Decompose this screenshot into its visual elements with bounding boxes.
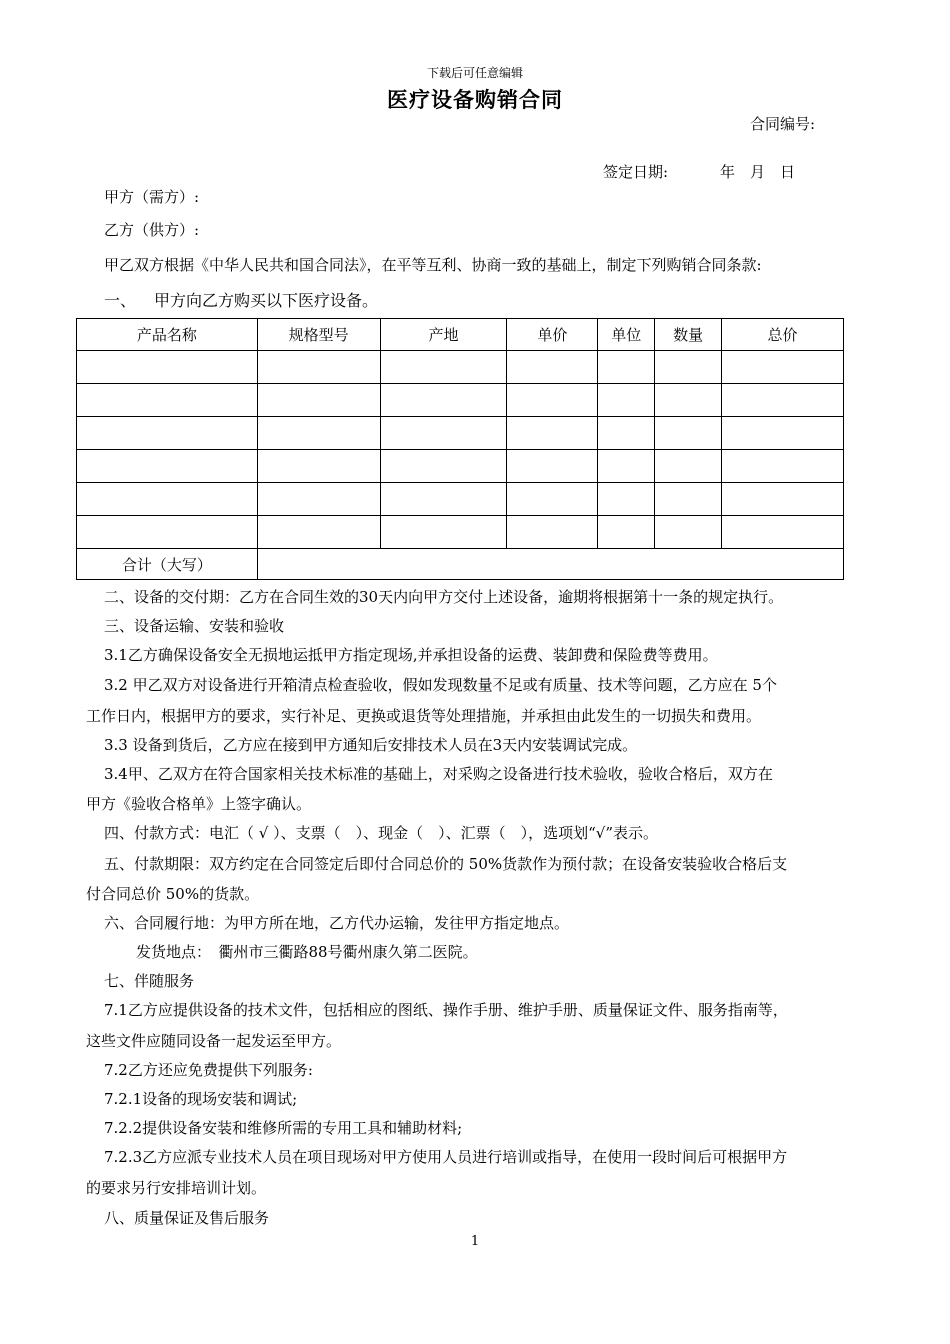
table-cell (257, 450, 380, 483)
table-header-cell: 单位 (598, 319, 655, 351)
table-header-cell: 单价 (507, 319, 598, 351)
table-cell (380, 483, 507, 516)
table-row (77, 351, 844, 384)
clause-7-heading: 七、伴随服务 (104, 972, 195, 990)
table-cell (77, 516, 258, 549)
table-cell (722, 516, 844, 549)
table-cell (598, 483, 655, 516)
page-number: 1 (470, 1234, 480, 1249)
table-cell (507, 417, 598, 450)
table-cell (257, 483, 380, 516)
sign-date-units: 年 月 日 (720, 163, 796, 181)
table-total-row (77, 549, 844, 580)
table-cell (598, 417, 655, 450)
equipment-table (76, 318, 844, 580)
table-cell (257, 351, 380, 384)
clause-7-2-3-line-2: 的要求另行安排培训计划。 (86, 1179, 267, 1197)
table-cell (722, 384, 844, 417)
table-cell (507, 483, 598, 516)
party-b-label: 乙方（供方）: (104, 221, 200, 239)
clause-7-2-2: 7.2.2提供设备安装和维修所需的专用工具和辅助材料; (104, 1119, 463, 1137)
section-1-number: 一、 (104, 291, 137, 310)
table-cell (655, 417, 722, 450)
clause-3-4-line-1: 3.4甲、乙双方在符合国家相关技术标准的基础上，对采购之设备进行技术验收，验收合格后，双方在 (104, 765, 773, 783)
table-header-row (77, 319, 844, 351)
table-cell (77, 450, 258, 483)
total-label-cell: 合计（大写） (77, 549, 258, 580)
section-1-text: 甲方向乙方购买以下医疗设备。 (154, 291, 379, 310)
table-cell (380, 351, 507, 384)
table-cell (507, 450, 598, 483)
table-cell (655, 516, 722, 549)
table-cell (380, 450, 507, 483)
table-cell (77, 384, 258, 417)
clause-7-1-line-2: 这些文件应随同设备一起发运至甲方。 (86, 1032, 342, 1050)
clause-3-heading: 三、设备运输、安装和验收 (104, 617, 285, 635)
table-cell (257, 516, 380, 549)
download-note: 下载后可任意编辑 (426, 66, 523, 80)
clause-7-2-1: 7.2.1设备的现场安装和调试; (104, 1090, 298, 1108)
clause-7-2-3-line-1: 7.2.3乙方应派专业技术人员在项目现场对甲方使用人员进行培训或指导，在使用一段时间后可根据甲方 (104, 1148, 788, 1166)
table-cell (598, 450, 655, 483)
table-cell (598, 351, 655, 384)
table-cell (380, 417, 507, 450)
table-row (77, 384, 844, 417)
table-cell (77, 483, 258, 516)
table-cell (655, 450, 722, 483)
clause-3-4-line-2: 甲方《验收合格单》上签字确认。 (86, 795, 312, 813)
clause-2-delivery: 二、设备的交付期：乙方在合同生效的30天内向甲方交付上述设备，逾期将根据第十一条的规定执行。 (104, 588, 784, 606)
clause-7-2: 7.2乙方还应免费提供下列服务: (104, 1061, 313, 1079)
table-cell (507, 384, 598, 417)
table-row (77, 483, 844, 516)
table-cell (507, 351, 598, 384)
table-header-cell: 产品名称 (77, 319, 258, 351)
clause-4-payment-method: 四、付款方式：电汇（ √ ）、支票（ ）、现金（ ）、汇票（ ），选项划“√”表示。 (104, 824, 658, 842)
table-header-cell: 产地 (380, 319, 507, 351)
clause-3-3: 3.3 设备到货后，乙方应在接到甲方通知后安排技术人员在3天内安装调试完成。 (104, 736, 638, 754)
clause-3-1: 3.1乙方确保设备安全无损地运抵甲方指定现场,并承担设备的运费、装卸费和保险费等费用。 (104, 646, 718, 664)
total-value-cell (257, 549, 843, 580)
contract-number-label: 合同编号: (750, 115, 816, 133)
clause-3-2-line-2: 工作日内，根据甲方的要求，实行补足、更换或退货等处理措施，并承担由此发生的一切损失和费用。 (86, 707, 762, 725)
clause-3-2-line-1: 3.2 甲乙双方对设备进行开箱清点检查验收，假如发现数量不足或有质量、技术等问题，乙方应在 5个 (104, 676, 777, 694)
table-cell (77, 351, 258, 384)
table-row (77, 516, 844, 549)
table-row (77, 450, 844, 483)
table-cell (722, 417, 844, 450)
clause-5-line-1: 五、付款期限：双方约定在合同签定后即付合同总价的 50%货款作为预付款；在设备安装验收合格后支 (104, 855, 788, 873)
table-cell (598, 516, 655, 549)
document-title: 医疗设备购销合同 (387, 88, 563, 112)
table-cell (655, 351, 722, 384)
table-cell (722, 351, 844, 384)
party-a-label: 甲方（需方）: (104, 188, 200, 206)
table-cell (507, 516, 598, 549)
table-cell (722, 483, 844, 516)
table-cell (655, 483, 722, 516)
clause-6-place: 六、合同履行地：为甲方所在地，乙方代办运输，发往甲方指定地点。 (104, 914, 570, 932)
table-cell (77, 417, 258, 450)
table-cell (655, 384, 722, 417)
table-cell (257, 417, 380, 450)
table-cell (380, 384, 507, 417)
table-row (77, 417, 844, 450)
table-cell (722, 450, 844, 483)
shipping-address: 发货地点： 衢州市三衢路88号衢州康久第二医院。 (136, 943, 478, 961)
table-header-cell: 总价 (722, 319, 844, 351)
table-header-cell: 规格型号 (257, 319, 380, 351)
clause-7-1-line-1: 7.1乙方应提供设备的技术文件，包括相应的图纸、操作手册、维护手册、质量保证文件、服务指南等， (104, 1001, 788, 1019)
clause-5-line-2: 付合同总价 50%的货款。 (86, 885, 260, 903)
table-cell (380, 516, 507, 549)
table-header-cell: 数量 (655, 319, 722, 351)
table-cell (598, 384, 655, 417)
preamble-text: 甲乙双方根据《中华人民共和国合同法》，在平等互利、协商一致的基础上，制定下列购销合同条款: (104, 256, 762, 274)
clause-8-heading: 八、质量保证及售后服务 (104, 1209, 270, 1227)
table-cell (257, 384, 380, 417)
sign-date-label: 签定日期: (603, 163, 669, 181)
